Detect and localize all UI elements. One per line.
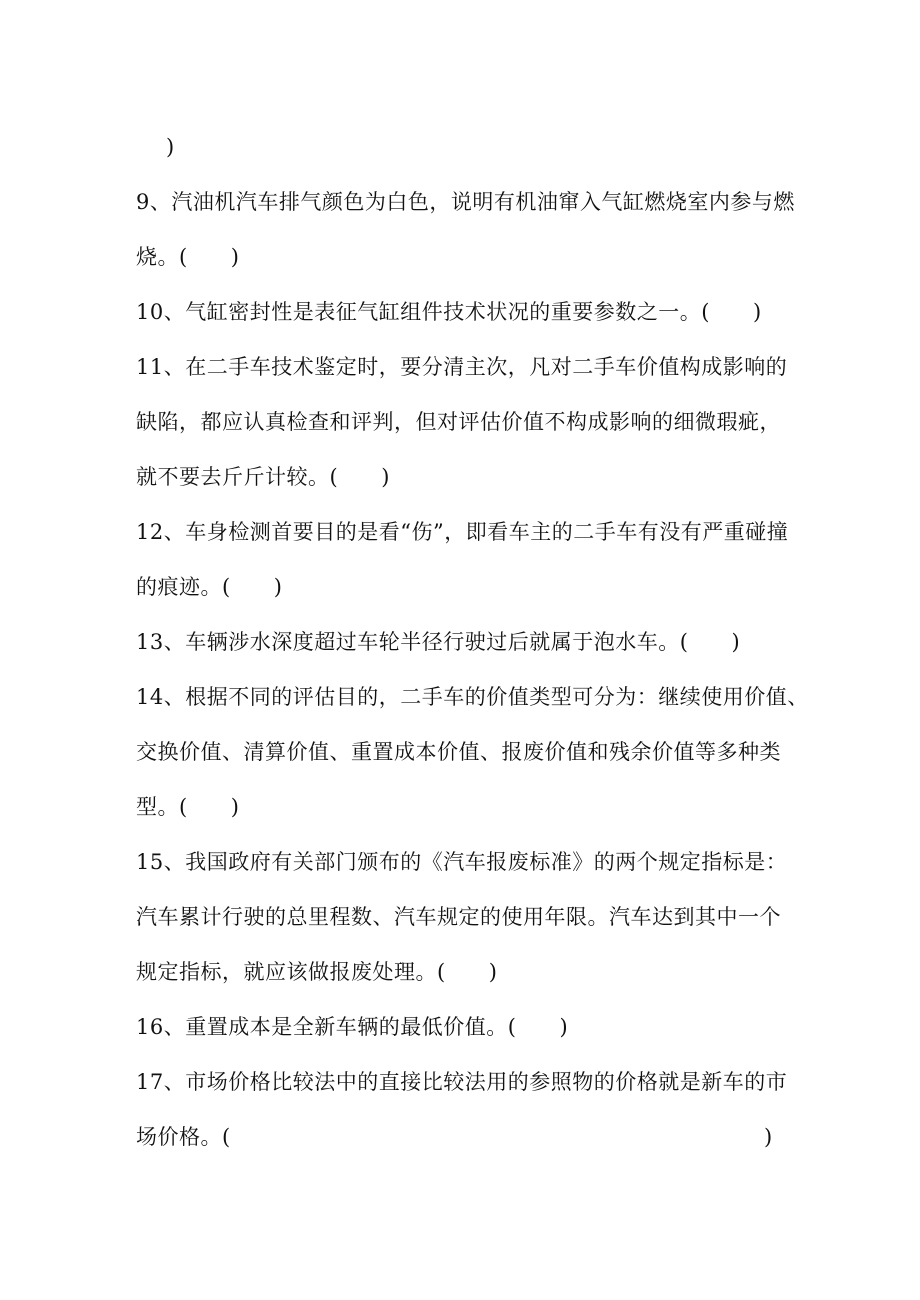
question-12-line-2: 的痕迹。( ) — [136, 575, 283, 599]
question-11-line-3: 就不要去斤斤计较。( ) — [136, 465, 390, 489]
question-9-line-1: 9、汽油机汽车排气颜色为白色，说明有机油窜入气缸燃烧室内参与燃 — [136, 190, 795, 214]
question-9-line-2: 烧。( ) — [136, 245, 240, 269]
question-17-line-1: 17、市场价格比较法中的直接比较法用的参照物的价格就是新车的市 — [136, 1070, 788, 1094]
question-17-closing-paren: ) — [764, 1125, 773, 1149]
question-15-line-1: 15、我国政府有关部门颁布的《汽车报废标准》的两个规定指标是： — [136, 850, 788, 874]
question-15-line-3: 规定指标，就应该做报废处理。( ) — [136, 960, 498, 984]
question-10: 10、气缸密封性是表征气缸组件技术状况的重要参数之一。( ) — [136, 300, 762, 324]
question-14-line-3: 型。( ) — [136, 795, 240, 819]
question-13: 13、车辆涉水深度超过车轮半径行驶过后就属于泡水车。( ) — [136, 630, 741, 654]
question-15-line-2: 汽车累计行驶的总里程数、汽车规定的使用年限。汽车达到其中一个 — [136, 905, 781, 929]
question-14-line-1: 14、根据不同的评估目的，二手车的价值类型可分为：继续使用价值、 — [136, 685, 809, 709]
question-11-line-1: 11、在二手车技术鉴定时，要分清主次，凡对二手车价值构成影响的 — [136, 355, 788, 379]
question-8-tail: ) — [166, 135, 175, 159]
question-14-line-2: 交换价值、清算价值、重置成本价值、报废价值和残余价值等多种类 — [136, 740, 781, 764]
question-16: 16、重置成本是全新车辆的最低价值。( ) — [136, 1015, 569, 1039]
question-11-line-2: 缺陷，都应认真检查和评判，但对评估价值不构成影响的细微瑕疵， — [136, 410, 781, 434]
question-17-line-2: 场价格。( — [136, 1125, 231, 1149]
question-12-line-1: 12、车身检测首要目的是看“伤”，即看车主的二手车有没有严重碰撞 — [136, 520, 789, 544]
